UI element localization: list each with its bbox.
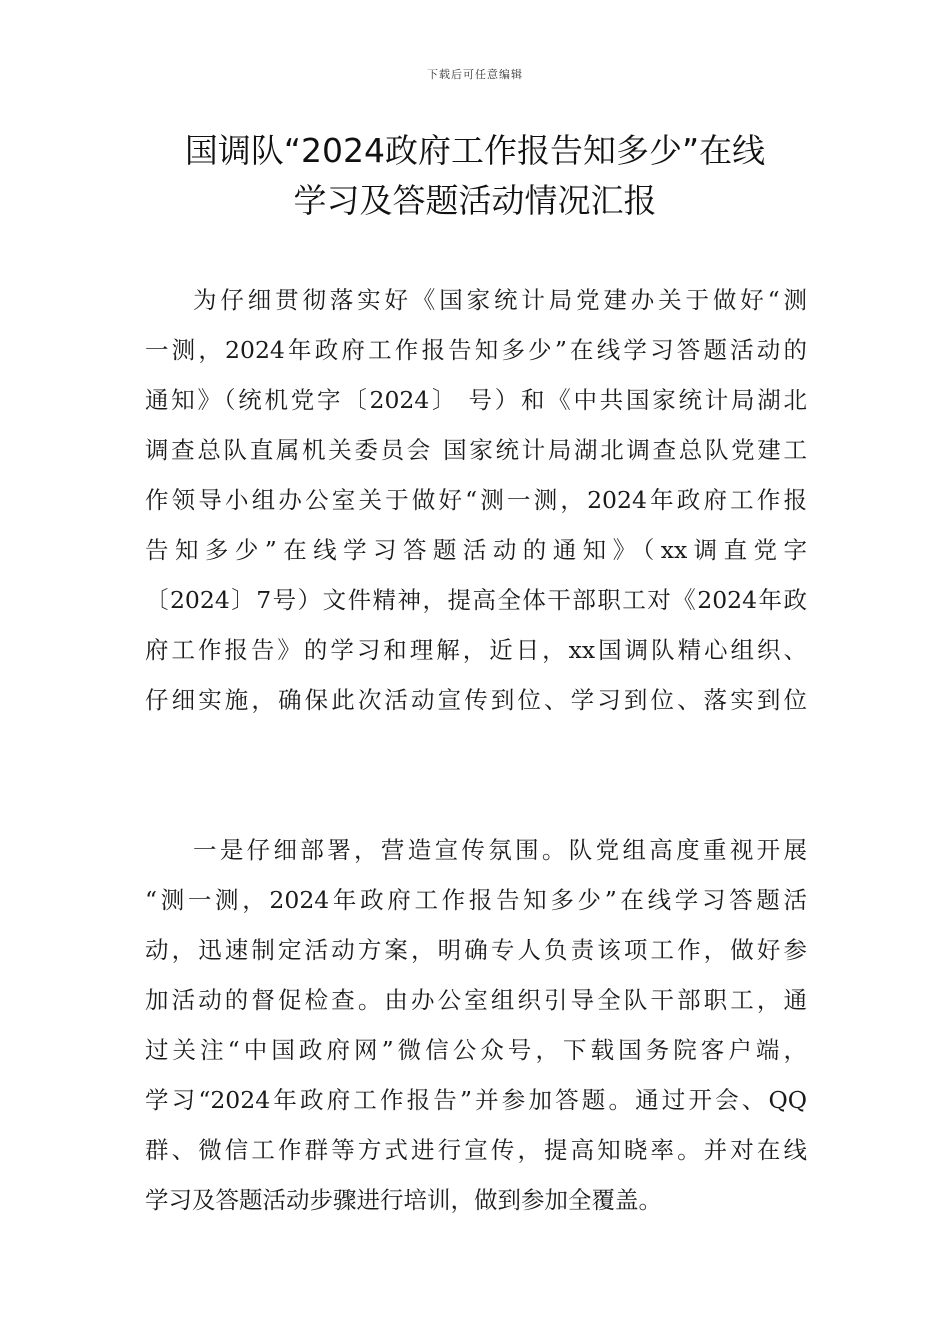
paragraph-line: 调查总队直属机关委员会 国家统计局湖北调查总队党建工 xyxy=(145,436,807,464)
title-line-2: 学习及答题活动情况汇报 xyxy=(293,181,657,220)
paragraph-line: 动，迅速制定活动方案，明确专人负责该项工作，做好参 xyxy=(145,936,807,964)
paragraph-line: 通知》（统机党字〔2024〕 号）和《中共国家统计局湖北 xyxy=(145,386,807,414)
paragraph-line: 一是仔细部署，营造宣传氛围。队党组高度重视开展 xyxy=(193,836,807,864)
paragraph-line: 府工作报告》的学习和理解，近日，xx国调队精心组织、 xyxy=(145,636,807,664)
header-note: 下载后可任意编辑 xyxy=(427,68,523,81)
paragraph-line: 学习及答题活动步骤进行培训，做到参加全覆盖。 xyxy=(145,1186,662,1214)
paragraph-line: 告知多少”在线学习答题活动的通知》（xx调直党字 xyxy=(145,536,807,564)
paragraph-line: 学习“2024年政府工作报告”并参加答题。通过开会、QQ xyxy=(145,1086,807,1114)
title-line-1: 国调队“2024政府工作报告知多少”在线 xyxy=(184,131,766,170)
document-title xyxy=(120,126,830,226)
paragraph-line: 为仔细贯彻落实好《国家统计局党建办关于做好“测 xyxy=(193,286,807,314)
paragraph-line: 加活动的督促检查。由办公室组织引导全队干部职工，通 xyxy=(145,986,807,1014)
paragraph-line: 过关注“中国政府网”微信公众号，下载国务院客户端， xyxy=(145,1036,807,1064)
paragraph-line: 作领导小组办公室关于做好“测一测，2024年政府工作报 xyxy=(145,486,807,514)
paragraph-line: 仔细实施，确保此次活动宣传到位、学习到位、落实到位 xyxy=(145,686,807,714)
paragraph-line: 一测，2024年政府工作报告知多少”在线学习答题活动的 xyxy=(145,336,807,364)
paragraph-section-one xyxy=(145,825,807,1225)
paragraph-intro xyxy=(145,275,807,725)
paragraph-line: 〔2024〕7号）文件精神，提高全体干部职工对《2024年政 xyxy=(145,586,807,614)
paragraph-line: 群、微信工作群等方式进行宣传，提高知晓率。并对在线 xyxy=(145,1136,807,1164)
paragraph-line: “测一测，2024年政府工作报告知多少”在线学习答题活 xyxy=(145,886,807,914)
